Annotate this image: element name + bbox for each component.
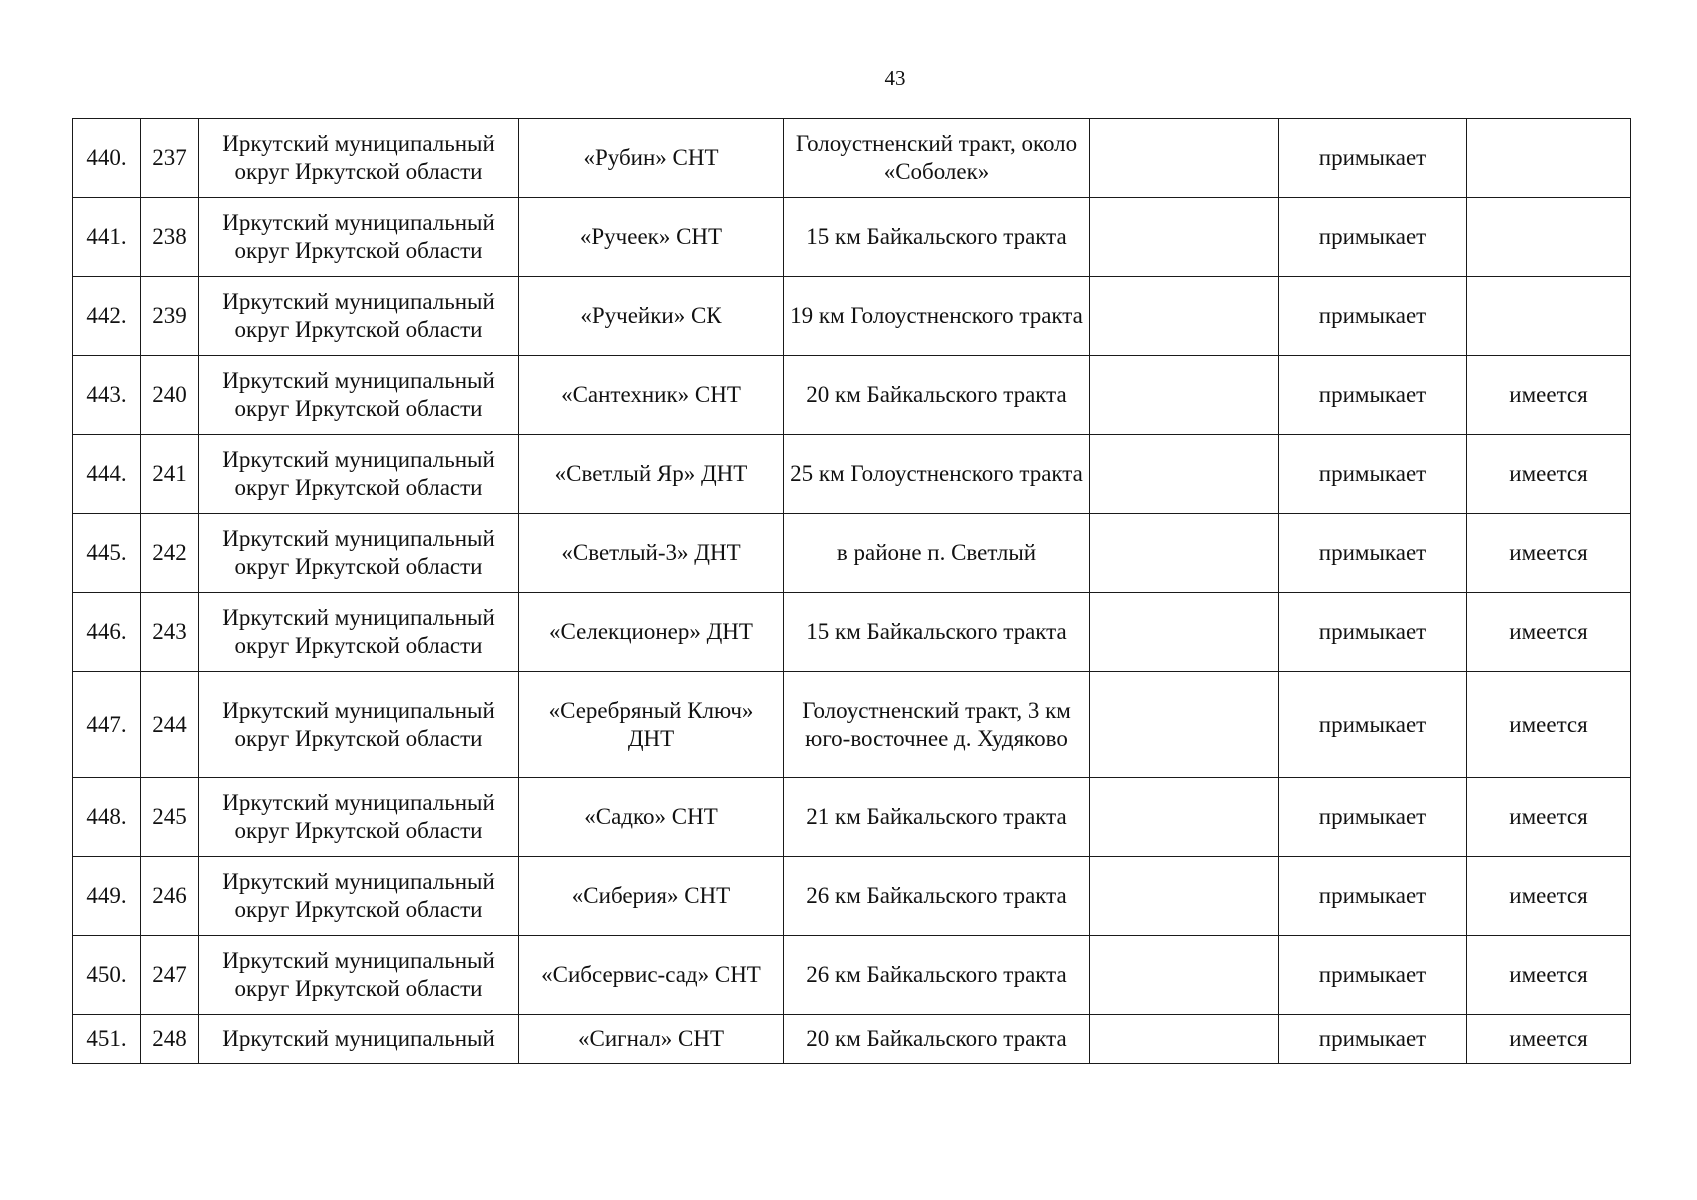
sub-number-cell: 244 bbox=[141, 672, 199, 778]
empty-cell bbox=[1090, 277, 1279, 356]
availability-cell: имеется bbox=[1467, 514, 1631, 593]
location-cell: Голоустненский тракт, около «Соболек» bbox=[784, 119, 1090, 198]
sub-number-cell: 246 bbox=[141, 857, 199, 936]
availability-cell: имеется bbox=[1467, 435, 1631, 514]
row-number-cell: 448. bbox=[73, 778, 141, 857]
sub-number-cell: 240 bbox=[141, 356, 199, 435]
road-adjacency-cell: примыкает bbox=[1279, 936, 1467, 1015]
organization-name-cell: «Сибсервис-сад» СНТ bbox=[519, 936, 784, 1015]
road-adjacency-cell: примыкает bbox=[1279, 778, 1467, 857]
row-number-cell: 442. bbox=[73, 277, 141, 356]
availability-cell bbox=[1467, 277, 1631, 356]
table-row bbox=[73, 857, 1631, 936]
row-number-cell: 449. bbox=[73, 857, 141, 936]
road-adjacency-cell: примыкает bbox=[1279, 857, 1467, 936]
road-adjacency-cell: примыкает bbox=[1279, 593, 1467, 672]
location-cell: 20 км Байкальского тракта bbox=[784, 1015, 1090, 1064]
availability-cell: имеется bbox=[1467, 593, 1631, 672]
empty-cell bbox=[1090, 356, 1279, 435]
row-number-cell: 447. bbox=[73, 672, 141, 778]
organization-name-cell: «Селекционер» ДНТ bbox=[519, 593, 784, 672]
organization-name-cell: «Серебряный Ключ» ДНТ bbox=[519, 672, 784, 778]
organization-name-cell: «Ручеек» СНТ bbox=[519, 198, 784, 277]
empty-cell bbox=[1090, 1015, 1279, 1064]
sub-number-cell: 243 bbox=[141, 593, 199, 672]
location-cell: 19 км Голоустненского тракта bbox=[784, 277, 1090, 356]
table-row bbox=[73, 593, 1631, 672]
table-row bbox=[73, 356, 1631, 435]
row-number-cell: 450. bbox=[73, 936, 141, 1015]
organization-name-cell: «Сантехник» СНТ bbox=[519, 356, 784, 435]
availability-cell: имеется bbox=[1467, 857, 1631, 936]
road-adjacency-cell: примыкает bbox=[1279, 672, 1467, 778]
location-cell: 25 км Голоустненского тракта bbox=[784, 435, 1090, 514]
location-cell: 20 км Байкальского тракта bbox=[784, 356, 1090, 435]
location-cell: 15 км Байкальского тракта bbox=[784, 198, 1090, 277]
location-cell: 21 км Байкальского тракта bbox=[784, 778, 1090, 857]
sub-number-cell: 245 bbox=[141, 778, 199, 857]
table-row bbox=[73, 435, 1631, 514]
organization-name-cell: «Светлый Яр» ДНТ bbox=[519, 435, 784, 514]
sub-number-cell: 242 bbox=[141, 514, 199, 593]
location-cell: 26 км Байкальского тракта bbox=[784, 936, 1090, 1015]
organization-name-cell: «Светлый-3» ДНТ bbox=[519, 514, 784, 593]
row-number-cell: 443. bbox=[73, 356, 141, 435]
road-adjacency-cell: примыкает bbox=[1279, 435, 1467, 514]
location-cell: Голоустненский тракт, 3 км юго-восточнее д. Худяково bbox=[784, 672, 1090, 778]
empty-cell bbox=[1090, 435, 1279, 514]
district-cell: Иркутский муниципальный округ Иркутской области bbox=[199, 593, 519, 672]
road-adjacency-cell: примыкает bbox=[1279, 119, 1467, 198]
table-row bbox=[73, 936, 1631, 1015]
road-adjacency-cell: примыкает bbox=[1279, 1015, 1467, 1064]
empty-cell bbox=[1090, 119, 1279, 198]
sub-number-cell: 241 bbox=[141, 435, 199, 514]
empty-cell bbox=[1090, 593, 1279, 672]
table-body bbox=[73, 119, 1631, 1064]
page-number: 43 bbox=[884, 66, 906, 90]
organization-name-cell: «Ручейки» СК bbox=[519, 277, 784, 356]
sub-number-cell: 239 bbox=[141, 277, 199, 356]
row-number-cell: 440. bbox=[73, 119, 141, 198]
location-cell: в районе п. Светлый bbox=[784, 514, 1090, 593]
row-number-cell: 451. bbox=[73, 1015, 141, 1064]
empty-cell bbox=[1090, 672, 1279, 778]
availability-cell: имеется bbox=[1467, 936, 1631, 1015]
table-row bbox=[73, 778, 1631, 857]
empty-cell bbox=[1090, 857, 1279, 936]
district-cell: Иркутский муниципальный округ Иркутской области bbox=[199, 435, 519, 514]
table-row bbox=[73, 1015, 1631, 1064]
organization-name-cell: «Рубин» СНТ bbox=[519, 119, 784, 198]
district-cell: Иркутский муниципальный округ Иркутской области bbox=[199, 857, 519, 936]
empty-cell bbox=[1090, 198, 1279, 277]
district-cell: Иркутский муниципальный округ Иркутской области bbox=[199, 936, 519, 1015]
availability-cell: имеется bbox=[1467, 356, 1631, 435]
table-row bbox=[73, 119, 1631, 198]
location-cell: 15 км Байкальского тракта bbox=[784, 593, 1090, 672]
district-cell: Иркутский муниципальный округ Иркутской области bbox=[199, 672, 519, 778]
district-cell: Иркутский муниципальный округ Иркутской области bbox=[199, 514, 519, 593]
table-row bbox=[73, 198, 1631, 277]
district-cell: Иркутский муниципальный округ Иркутской области bbox=[199, 277, 519, 356]
row-number-cell: 444. bbox=[73, 435, 141, 514]
row-number-cell: 441. bbox=[73, 198, 141, 277]
district-cell: Иркутский муниципальный округ Иркутской области bbox=[199, 356, 519, 435]
organization-name-cell: «Сиберия» СНТ bbox=[519, 857, 784, 936]
sub-number-cell: 238 bbox=[141, 198, 199, 277]
district-cell: Иркутский муниципальный округ Иркутской области bbox=[199, 778, 519, 857]
row-number-cell: 446. bbox=[73, 593, 141, 672]
availability-cell: имеется bbox=[1467, 672, 1631, 778]
sub-number-cell: 237 bbox=[141, 119, 199, 198]
table-row bbox=[73, 672, 1631, 778]
location-cell: 26 км Байкальского тракта bbox=[784, 857, 1090, 936]
availability-cell: имеется bbox=[1467, 778, 1631, 857]
road-adjacency-cell: примыкает bbox=[1279, 277, 1467, 356]
empty-cell bbox=[1090, 514, 1279, 593]
road-adjacency-cell: примыкает bbox=[1279, 356, 1467, 435]
availability-cell bbox=[1467, 198, 1631, 277]
availability-cell bbox=[1467, 119, 1631, 198]
availability-cell: имеется bbox=[1467, 1015, 1631, 1064]
district-cell: Иркутский муниципальный bbox=[199, 1015, 519, 1064]
table-row bbox=[73, 277, 1631, 356]
district-cell: Иркутский муниципальный округ Иркутской области bbox=[199, 119, 519, 198]
settlements-table bbox=[72, 118, 1631, 1064]
empty-cell bbox=[1090, 936, 1279, 1015]
organization-name-cell: «Сигнал» СНТ bbox=[519, 1015, 784, 1064]
district-cell: Иркутский муниципальный округ Иркутской области bbox=[199, 198, 519, 277]
empty-cell bbox=[1090, 778, 1279, 857]
table-row bbox=[73, 514, 1631, 593]
sub-number-cell: 247 bbox=[141, 936, 199, 1015]
organization-name-cell: «Садко» СНТ bbox=[519, 778, 784, 857]
road-adjacency-cell: примыкает bbox=[1279, 198, 1467, 277]
row-number-cell: 445. bbox=[73, 514, 141, 593]
sub-number-cell: 248 bbox=[141, 1015, 199, 1064]
road-adjacency-cell: примыкает bbox=[1279, 514, 1467, 593]
